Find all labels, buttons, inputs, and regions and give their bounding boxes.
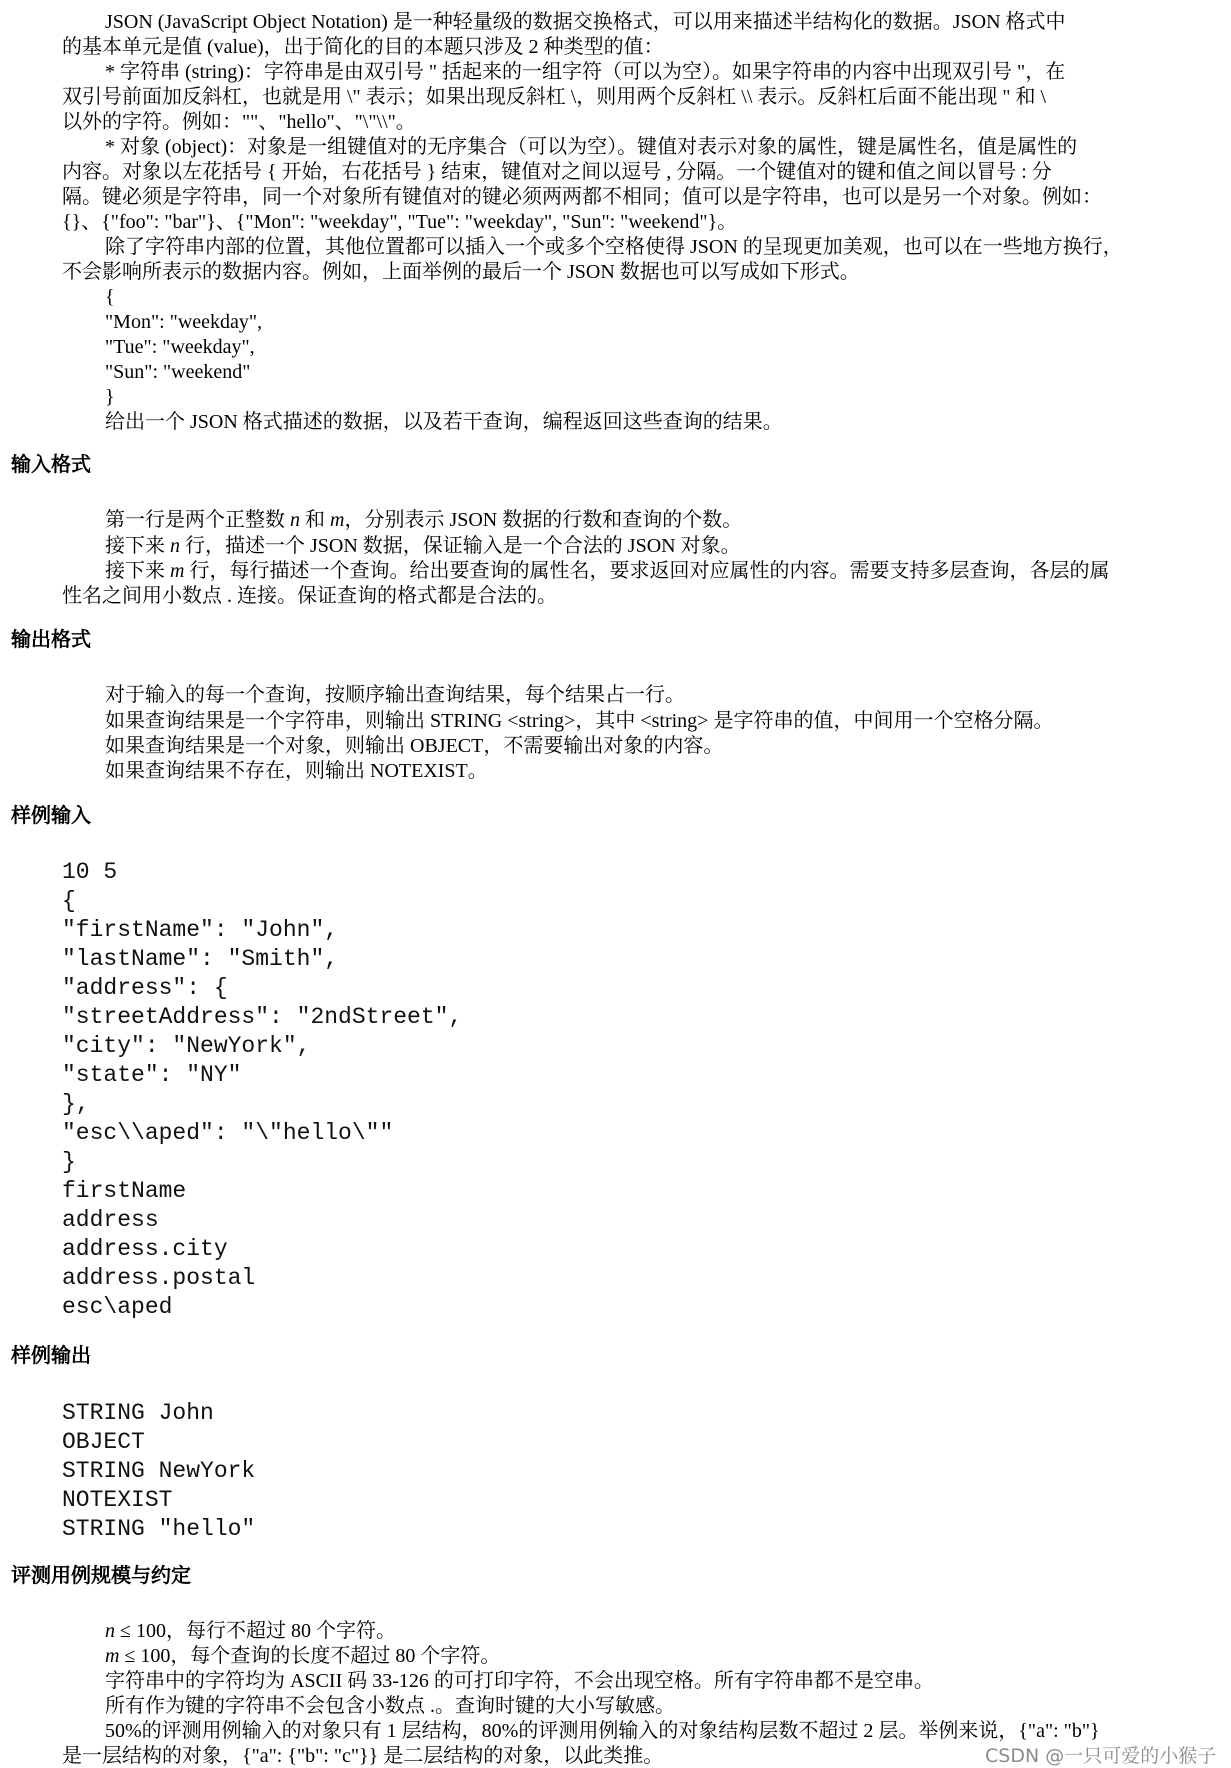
intro-line: 的基本单元是值 (value)，出于简化的目的本题只涉及 2 种类型的值： xyxy=(62,36,664,58)
constraint-line: 是一层结构的对象，{"a": {"b": "c"}} 是二层结构的对象，以此类推。 xyxy=(62,1745,664,1767)
intro-line: 以外的字符。例如：""、"hello"、"\"\\"。 xyxy=(62,111,416,133)
code-line: "esc\\aped": "\"hello\"" xyxy=(62,1120,394,1146)
intro-line: JSON (JavaScript Object Notation) 是一种轻量级的数据交换格式，可以用来描述半结构化的数据。JSON 格式中 xyxy=(105,11,1066,33)
json-example-line: "Mon": "weekday", xyxy=(105,311,263,333)
constraint-line: 字符串中的字符均为 ASCII 码 33-126 的可打印字符，不会出现空格。所有字符串都不是空串。 xyxy=(105,1670,934,1692)
code-line: { xyxy=(62,888,76,914)
code-line: "streetAddress": "2ndStreet", xyxy=(62,1004,463,1030)
intro-line: 不会影响所表示的数据内容。例如，上面举例的最后一个 JSON 数据也可以写成如下形式。 xyxy=(62,261,860,283)
json-example-line: { xyxy=(105,286,115,308)
code-line: firstName xyxy=(62,1178,187,1204)
code-line: 10 5 xyxy=(62,859,118,885)
json-example-line: "Sun": "weekend" xyxy=(105,361,251,383)
var-n: n xyxy=(105,1620,115,1642)
section-heading: 输入格式 xyxy=(11,454,91,476)
text: ≤ 100，每个查询的长度不超过 80 个字符。 xyxy=(119,1645,501,1667)
intro-line: 给出一个 JSON 格式描述的数据，以及若干查询，编程返回这些查询的结果。 xyxy=(105,411,783,433)
code-line: "firstName": "John", xyxy=(62,917,339,943)
code-line: esc\aped xyxy=(62,1294,173,1320)
text: ，分别表示 JSON 数据的行数和查询的个数。 xyxy=(344,509,743,531)
code-line: address.postal xyxy=(62,1265,256,1291)
intro-line: 隔。键必须是字符串，同一个对象所有键值对的键必须两两都不相同；值可以是字符串，也可以是另一个对象。例如： xyxy=(62,186,1102,208)
output-format-line: 如果查询结果是一个字符串，则输出 STRING <string>，其中 <string> 是字符串的值，中间用一个空格分隔。 xyxy=(105,710,1054,732)
section-heading: 样例输出 xyxy=(11,1345,91,1367)
intro-line: * 字符串 (string)：字符串是由双引号 " 括起来的一组字符（可以为空）。如果字符串的内容中出现双引号 "，在 xyxy=(105,61,1066,83)
section-heading: 样例输入 xyxy=(11,805,91,827)
var-m: m xyxy=(105,1645,120,1667)
intro-line: * 对象 (object)：对象是一组键值对的无序集合（可以为空）。键值对表示对象的属性，键是属性名，值是属性的 xyxy=(105,136,1078,158)
constraint-line: 所有作为键的字符串不会包含小数点 .。查询时键的大小写敏感。 xyxy=(105,1695,675,1717)
code-line: "city": "NewYork", xyxy=(62,1033,311,1059)
input-format-line xyxy=(105,508,742,532)
text: 行，描述一个 JSON 数据，保证输入是一个合法的 JSON 对象。 xyxy=(180,535,741,557)
code-line: address xyxy=(62,1207,159,1233)
output-format-line: 对于输入的每一个查询，按顺序输出查询结果，每个结果占一行。 xyxy=(105,684,685,706)
intro-line: 内容。对象以左花括号 { 开始，右花括号 } 结束，键值对之间以逗号 , 分隔。一个键值对的键和值之间以冒号 : 分 xyxy=(62,161,1052,183)
text: ≤ 100，每行不超过 80 个字符。 xyxy=(115,1620,396,1642)
csdn-watermark: CSDN @一只可爱的小猴子 xyxy=(985,1745,1217,1767)
code-line: STRING "hello" xyxy=(62,1516,256,1542)
code-line: "lastName": "Smith", xyxy=(62,946,339,972)
code-line: OBJECT xyxy=(62,1429,145,1455)
intro-line: {}、{"foo": "bar"}、{"Mon": "weekday", "Tue": "weekday", "Sun": "weekend"}。 xyxy=(62,211,738,233)
constraint-line xyxy=(105,1644,500,1668)
code-line: } xyxy=(62,1149,76,1175)
output-format-line: 如果查询结果不存在，则输出 NOTEXIST。 xyxy=(105,760,488,782)
constraint-line xyxy=(105,1619,396,1643)
section-heading: 评测用例规模与约定 xyxy=(11,1565,191,1587)
section-heading: 输出格式 xyxy=(11,629,91,651)
code-line: STRING John xyxy=(62,1400,214,1426)
intro-line: 除了字符串内部的位置，其他位置都可以插入一个或多个空格使得 JSON 的呈现更加美观，也可以在一些地方换行， xyxy=(105,236,1123,258)
input-format-line xyxy=(105,559,1109,583)
text: 第一行是两个正整数 xyxy=(105,509,290,531)
code-line: "state": "NY" xyxy=(62,1062,242,1088)
json-example-line: } xyxy=(105,386,115,408)
code-line: NOTEXIST xyxy=(62,1487,173,1513)
text: 和 xyxy=(300,509,330,531)
text: 接下来 xyxy=(105,535,170,557)
code-line: "address": { xyxy=(62,975,228,1001)
text: 行，每行描述一个查询。给出要查询的属性名，要求返回对应属性的内容。需要支持多层查询，各层的属 xyxy=(184,560,1110,582)
var-n: n xyxy=(290,509,300,531)
code-line: STRING NewYork xyxy=(62,1458,256,1484)
var-m: m xyxy=(330,509,345,531)
var-n: n xyxy=(170,535,180,557)
json-example-line: "Tue": "weekday", xyxy=(105,336,255,358)
input-format-line: 性名之间用小数点 . 连接。保证查询的格式都是合法的。 xyxy=(62,585,557,607)
var-m: m xyxy=(170,560,185,582)
text: 接下来 xyxy=(105,560,170,582)
code-line: address.city xyxy=(62,1236,228,1262)
code-line: }, xyxy=(62,1091,90,1117)
output-format-line: 如果查询结果是一个对象，则输出 OBJECT，不需要输出对象的内容。 xyxy=(105,735,724,757)
input-format-line xyxy=(105,534,741,558)
constraint-line: 50%的评测用例输入的对象只有 1 层结构，80%的评测用例输入的对象结构层数不超过 2 层。举例来说，{"a": "b"} xyxy=(105,1720,1100,1742)
intro-line: 双引号前面加反斜杠，也就是用 \" 表示；如果出现反斜杠 \，则用两个反斜杠 \\ 表示。反斜杠后面不能出现 " 和 \ xyxy=(62,86,1047,108)
